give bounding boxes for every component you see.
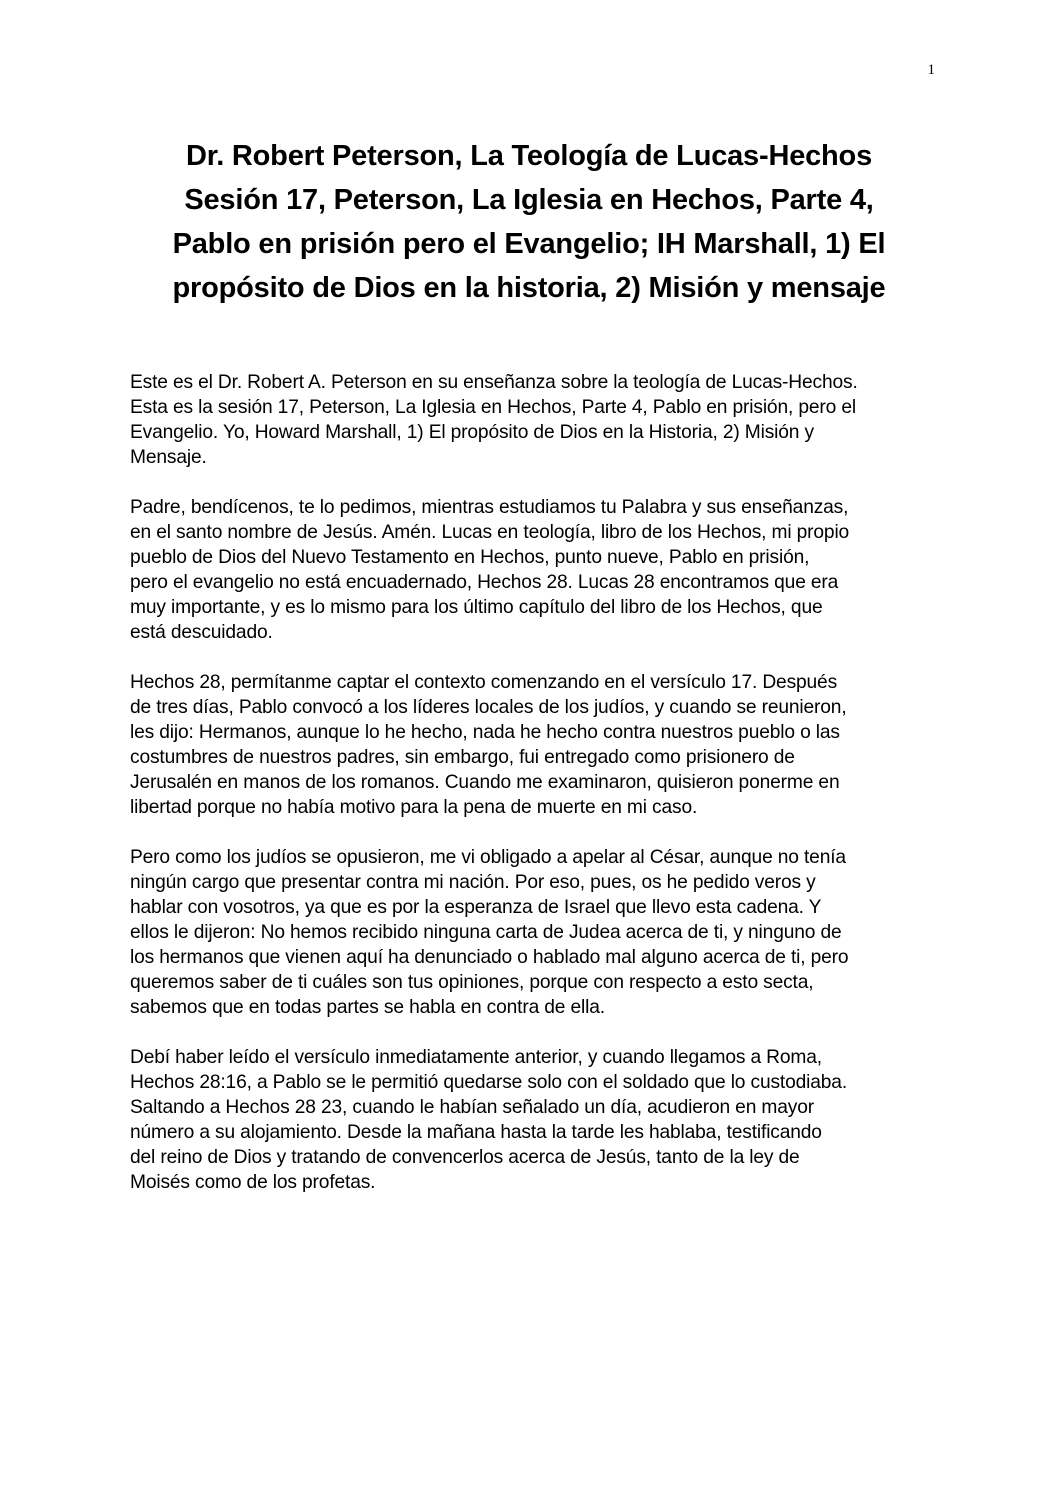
text-line: ningún cargo que presentar contra mi nación. Por eso, pues, os he pedido veros y [130,872,816,893]
text-line: sabemos que en todas partes se habla en contra de ella. [130,997,605,1018]
text-line: queremos saber de ti cuáles son tus opiniones, porque con respecto a esto secta, [130,972,814,993]
text-line: los hermanos que vienen aquí ha denunciado o hablado mal alguno acerca de ti, pero [130,947,849,968]
paragraph-prayer [130,495,940,645]
text-line: libertad porque no había motivo para la pena de muerte en mi caso. [130,797,698,818]
text-line: Hechos 28, permítanme captar el contexto comenzando en el versículo 17. Después [130,672,838,693]
text-line: Saltando a Hechos 28 23, cuando le habían señalado un día, acudieron en mayor [130,1097,814,1118]
text-line: muy importante, y es lo mismo para los último capítulo del libro de los Hechos, que [130,597,823,618]
text-line: pero el evangelio no está encuadernado, Hechos 28. Lucas 28 encontramos que era [130,572,839,593]
text-line: Jerusalén en manos de los romanos. Cuando me examinaron, quisieron ponerme en [130,772,840,793]
paragraph-appeal-to-caesar [130,845,940,1020]
text-line: Este es el Dr. Robert A. Peterson en su enseñanza sobre la teología de Lucas-Hechos. [130,372,858,393]
text-line: Hechos 28:16, a Pablo se le permitió quedarse solo con el soldado que lo custodiaba. [130,1072,848,1093]
text-line: de tres días, Pablo convocó a los líderes locales de los judíos, y cuando se reunieron, [130,697,847,718]
paragraph-rome [130,1045,940,1195]
text-line: en el santo nombre de Jesús. Amén. Lucas en teología, libro de los Hechos, mi propio [130,522,850,543]
document-title [100,134,958,310]
paragraph-acts-28-context [130,670,940,820]
text-line: Mensaje. [130,447,207,468]
text-line: del reino de Dios y tratando de convencerlos acerca de Jesús, tanto de la ley de [130,1147,800,1168]
text-line: les dijo: Hermanos, aunque lo he hecho, nada he hecho contra nuestros pueblo o las [130,722,840,743]
text-line: está descuidado. [130,622,273,643]
text-line: ellos le dijeron: No hemos recibido ninguna carta de Judea acerca de ti, y ninguno de [130,922,842,943]
title-line: Pablo en prisión pero el Evangelio; IH Marshall, 1) El [172,228,886,260]
text-line: hablar con vosotros, ya que es por la esperanza de Israel que llevo esta cadena. Y [130,897,822,918]
text-line: pueblo de Dios del Nuevo Testamento en Hechos, punto nueve, Pablo en prisión, [130,547,810,568]
text-line: Esta es la sesión 17, Peterson, La Iglesia en Hechos, Parte 4, Pablo en prisión, pero el [130,397,856,418]
title-line: Sesión 17, Peterson, La Iglesia en Hechos, Parte 4, [184,184,874,216]
title-line: Dr. Robert Peterson, La Teología de Lucas-Hechos [185,140,873,172]
text-line: costumbres de nuestros padres, sin embargo, fui entregado como prisionero de [130,747,795,768]
page-number: 1 [927,62,935,78]
text-line: Debí haber leído el versículo inmediatamente anterior, y cuando llegamos a Roma, [130,1047,822,1068]
title-line: propósito de Dios en la historia, 2) Misión y mensaje [172,272,886,304]
text-line: Evangelio. Yo, Howard Marshall, 1) El propósito de Dios en la Historia, 2) Misión y [130,422,814,443]
document-body [130,370,940,1220]
text-line: Moisés como de los profetas. [130,1172,376,1193]
paragraph-intro [130,370,940,470]
text-line: Padre, bendícenos, te lo pedimos, mientras estudiamos tu Palabra y sus enseñanzas, [130,497,849,518]
text-line: número a su alojamiento. Desde la mañana hasta la tarde les hablaba, testificando [130,1122,822,1143]
text-line: Pero como los judíos se opusieron, me vi obligado a apelar al César, aunque no tenía [130,847,846,868]
